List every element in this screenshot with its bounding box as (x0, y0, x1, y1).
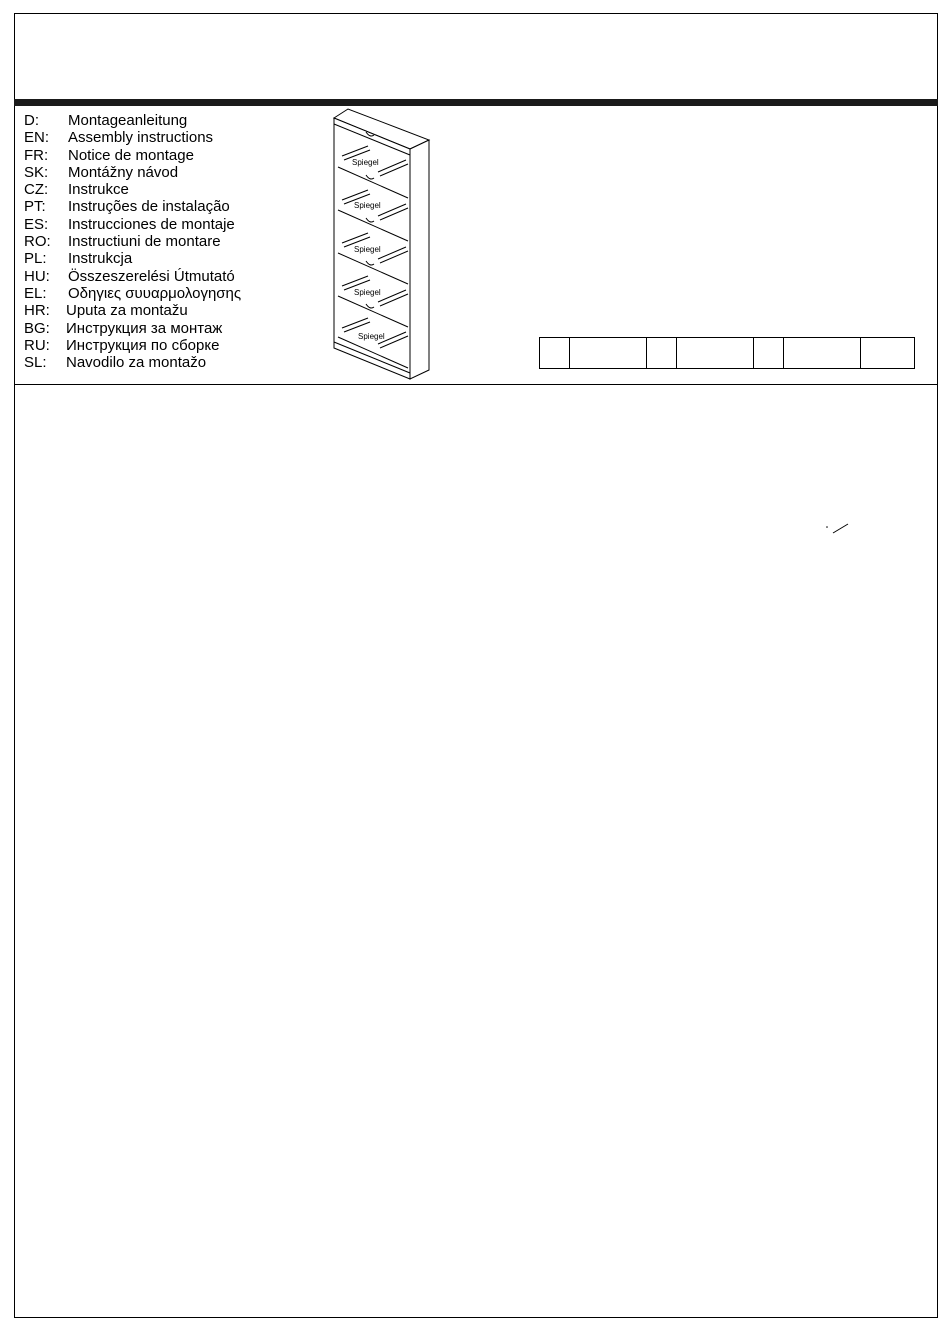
table-cell (754, 338, 784, 369)
language-item (24, 320, 241, 337)
language-label: Összeszerelési Útmutató (68, 267, 235, 285)
table-row (540, 338, 915, 369)
language-item (24, 233, 241, 250)
language-code: FR: (24, 146, 49, 164)
language-item (24, 268, 241, 285)
language-label: Assembly instructions (68, 129, 214, 147)
language-code: CZ: (24, 181, 49, 199)
language-item (24, 129, 241, 146)
table-cell (861, 338, 915, 369)
language-list (24, 112, 241, 371)
language-code: RU: (24, 336, 50, 354)
language-label: Navodilo za montažo (66, 354, 207, 372)
language-label: Montageanleitung (68, 112, 188, 129)
table-cell (540, 338, 570, 369)
language-item (24, 198, 241, 215)
language-item (24, 216, 241, 233)
language-item (24, 302, 241, 319)
door-label: Spiegel (354, 245, 381, 254)
language-label: Instruções de instalação (68, 198, 230, 216)
language-label: Instrukcja (68, 250, 133, 268)
table-cell (677, 338, 754, 369)
language-item (24, 354, 241, 371)
language-code: ES: (24, 215, 49, 233)
mirror-cabinet-icon (330, 106, 440, 382)
door-label: Spiegel (352, 158, 379, 167)
door-label: Spiegel (354, 288, 381, 297)
language-item (24, 181, 241, 198)
language-item (24, 285, 241, 302)
language-code: BG: (24, 319, 50, 337)
language-label: Οδηγιες συυαρμολογησης (68, 284, 242, 302)
language-code: EN: (24, 129, 50, 147)
language-label: Instrukce (68, 181, 129, 199)
language-label: Instructiuni de montare (68, 233, 221, 251)
language-code: D: (24, 112, 39, 129)
stray-mark-icon (824, 520, 850, 536)
header-divider-bar (14, 99, 938, 106)
language-label: Инструкция за монтаж (66, 319, 223, 337)
language-code: EL: (24, 284, 47, 302)
table-cell (784, 338, 861, 369)
section-divider (14, 384, 938, 385)
language-label: Uputa za montažu (66, 302, 188, 320)
language-label: Montážny návod (68, 163, 179, 181)
info-table (539, 337, 915, 369)
table-cell (647, 338, 677, 369)
language-code: SL: (24, 354, 47, 372)
header-area (14, 13, 938, 99)
language-code: SK: (24, 163, 49, 181)
language-code: PL: (24, 250, 47, 268)
language-label: Инструкция по сборке (66, 336, 220, 354)
language-code: RO: (24, 233, 51, 251)
language-item (24, 337, 241, 354)
language-item (24, 147, 241, 164)
door-label: Spiegel (358, 332, 385, 341)
table-cell (570, 338, 647, 369)
language-item (24, 250, 241, 267)
language-code: PT: (24, 198, 46, 216)
language-item (24, 112, 241, 129)
language-label: Instrucciones de montaje (68, 215, 235, 233)
door-label: Spiegel (354, 201, 381, 210)
language-code: HU: (24, 267, 50, 285)
language-label: Notice de montage (68, 146, 194, 164)
language-item (24, 164, 241, 181)
language-code: HR: (24, 302, 50, 320)
